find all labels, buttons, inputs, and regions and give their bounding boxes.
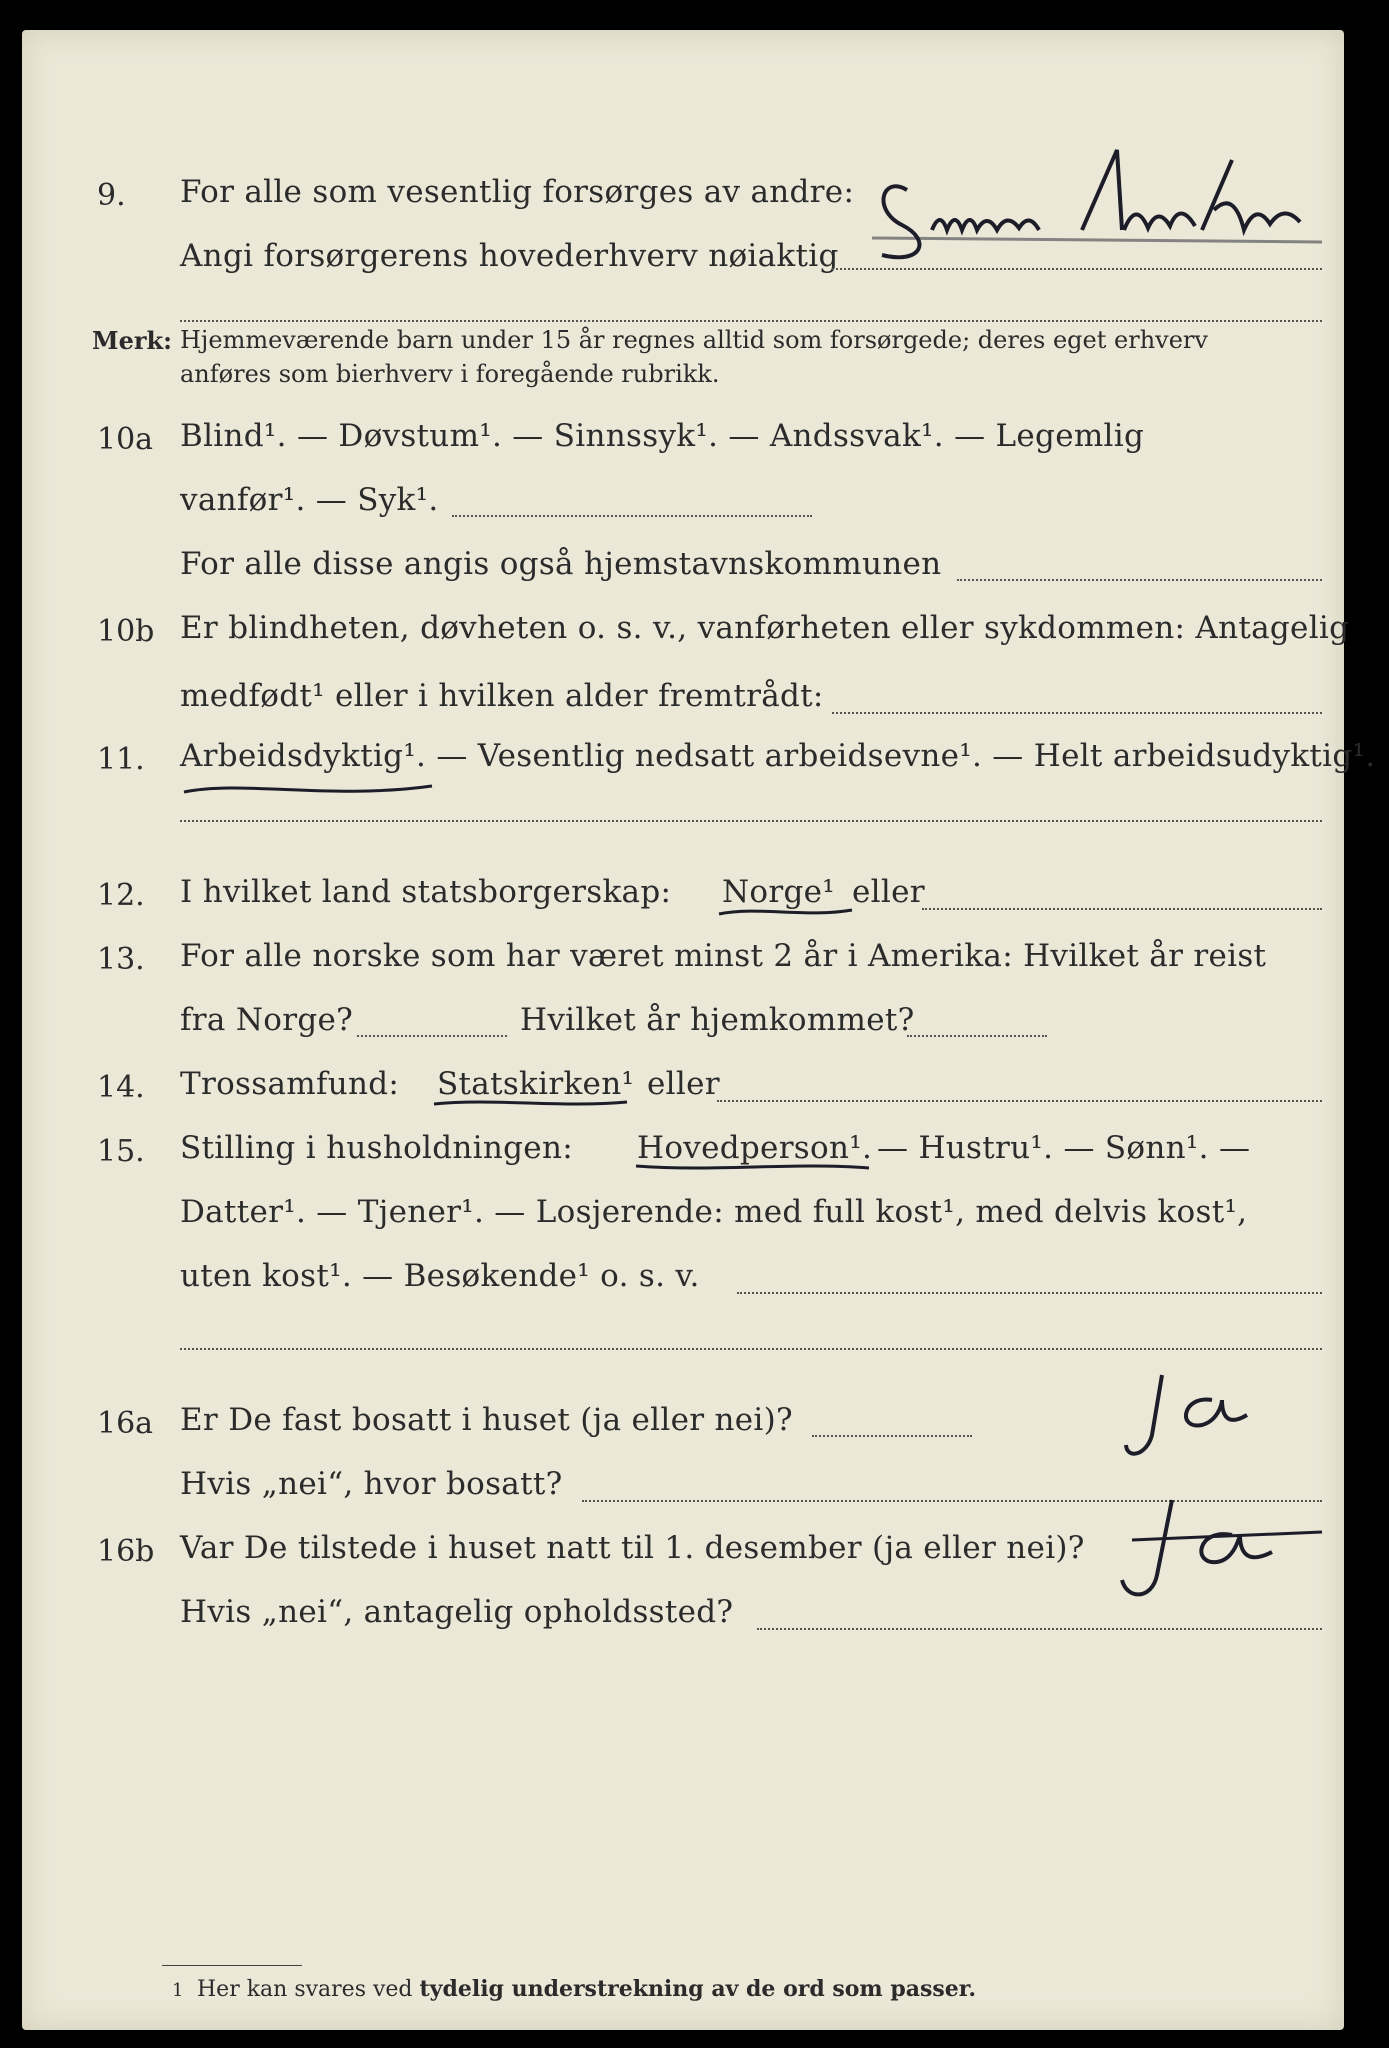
q14-underline-mark [432,1094,632,1114]
q14-post: eller [647,1066,720,1102]
q13-number: 13. [97,942,145,977]
q15-number: 15. [97,1134,145,1169]
q10a-line2: vanfør¹. — Syk¹. [180,482,439,518]
q10b-number: 10b [97,614,155,649]
q16b-line1: Var De tilstede i huset natt til 1. desember (ja eller nei)? [180,1530,1085,1566]
q13-line2b: Hvilket år hjemkommet? [520,1002,915,1038]
q13-year-left-blank [357,1035,507,1037]
q15-option-hovedperson[interactable]: Hovedperson¹. [637,1130,873,1166]
q13-year-return-blank [907,1035,1047,1037]
census-form-page [22,30,1376,2030]
q9-extra-line [180,320,1322,322]
merk-line2: anføres som bierhverv i foregående rubrikk. [180,360,720,388]
q9-line1: For alle som vesentlig forsørges av andre: [180,174,855,210]
q16b-handwritten-answer [1112,1480,1332,1610]
q11-option-arbeidsdyktig[interactable]: Arbeidsdyktig¹. [180,738,427,774]
q10a-line1: Blind¹. — Døvstum¹. — Sinnssyk¹. — Andssvak¹. — Legemlig [180,418,1145,454]
q12-underline-mark [717,902,857,922]
q12-number: 12. [97,878,145,913]
q16a-handwritten-answer [1122,1355,1302,1465]
q14-blank [717,1100,1322,1102]
q12-blank [922,908,1322,910]
footnote-text: Her kan svares ved tydelig understrekning av de ord som passer. [197,1976,977,2002]
q9-handwritten-answer [862,130,1332,270]
q16b-number: 16b [97,1534,155,1569]
q15-extra-line [180,1348,1322,1350]
q10b-line2: medfødt¹ eller i hvilken alder fremtrådt: [180,678,824,714]
q12-post: eller [852,874,925,910]
merk-line1: Hjemmeværende barn under 15 år regnes alltid som forsørgede; deres eget erhverv [180,326,1208,354]
q15-pre: Stilling i husholdningen: [180,1130,573,1166]
q11-number: 11. [97,742,145,777]
q10b-blank [832,712,1322,714]
q11-rest: — Vesentlig nedsatt arbeidsevne¹. — Helt arbeidsudyktig¹. [426,738,1376,774]
svg-text:ja: ja [1122,1355,1123,1356]
q13-line1: For alle norske som har været minst 2 år i Amerika: Hvilket år reist [180,938,1267,974]
q14-option-statskirken[interactable]: Statskirken¹ [437,1066,635,1102]
q16a-number: 16a [97,1406,154,1441]
q14-pre: Trossamfund: [180,1066,400,1102]
q9-line2: Angi forsørgerens hovederhverv nøiaktig [180,238,839,274]
q9-number: 9. [97,178,126,213]
q15-underline-mark [634,1158,874,1178]
svg-text:Smaabruker: Smaabruker [862,130,869,131]
q15-blank [737,1292,1322,1294]
q11-extra-line [180,820,1322,822]
q14-number: 14. [97,1070,145,1105]
q10a-line3: For alle disse angis også hjemstavnskommunen [180,546,942,582]
q11-line [180,738,1375,774]
q10a-line3-blank [957,579,1322,581]
q12-pre: I hvilket land statsborgerskap: [180,874,672,910]
q11-underline-mark [182,772,442,802]
q15-line3: uten kost¹. — Besøkende¹ o. s. v. [180,1258,700,1294]
q16a-line1: Er De fast bosatt i huset (ja eller nei)? [180,1402,793,1438]
q10a-line2-blank [452,515,812,517]
q12-option-norge[interactable]: Norge¹ [722,874,836,910]
footnote-divider [162,1965,302,1966]
merk-label: Merk: [92,326,172,355]
q15-rest1: — Hustru¹. — Sønn¹. — [877,1130,1251,1166]
q16b-line2: Hvis „nei“, antagelig opholdssted? [180,1594,734,1630]
q10a-number: 10a [97,422,154,457]
q16a-blank [812,1435,972,1437]
footnote-mark: 1 [172,1980,184,2001]
q15-line2: Datter¹. — Tjener¹. — Losjerende: med full kost¹, med delvis kost¹, [180,1194,1248,1230]
q16a-line2: Hvis „nei“, hvor bosatt? [180,1466,563,1502]
q10b-line1: Er blindheten, døvheten o. s. v., vanførheten eller sykdommen: Antagelig [180,610,1350,646]
svg-text:ja: ja [1112,1480,1113,1481]
q13-line2a: fra Norge? [180,1002,354,1038]
q16b-blank [757,1628,1322,1630]
